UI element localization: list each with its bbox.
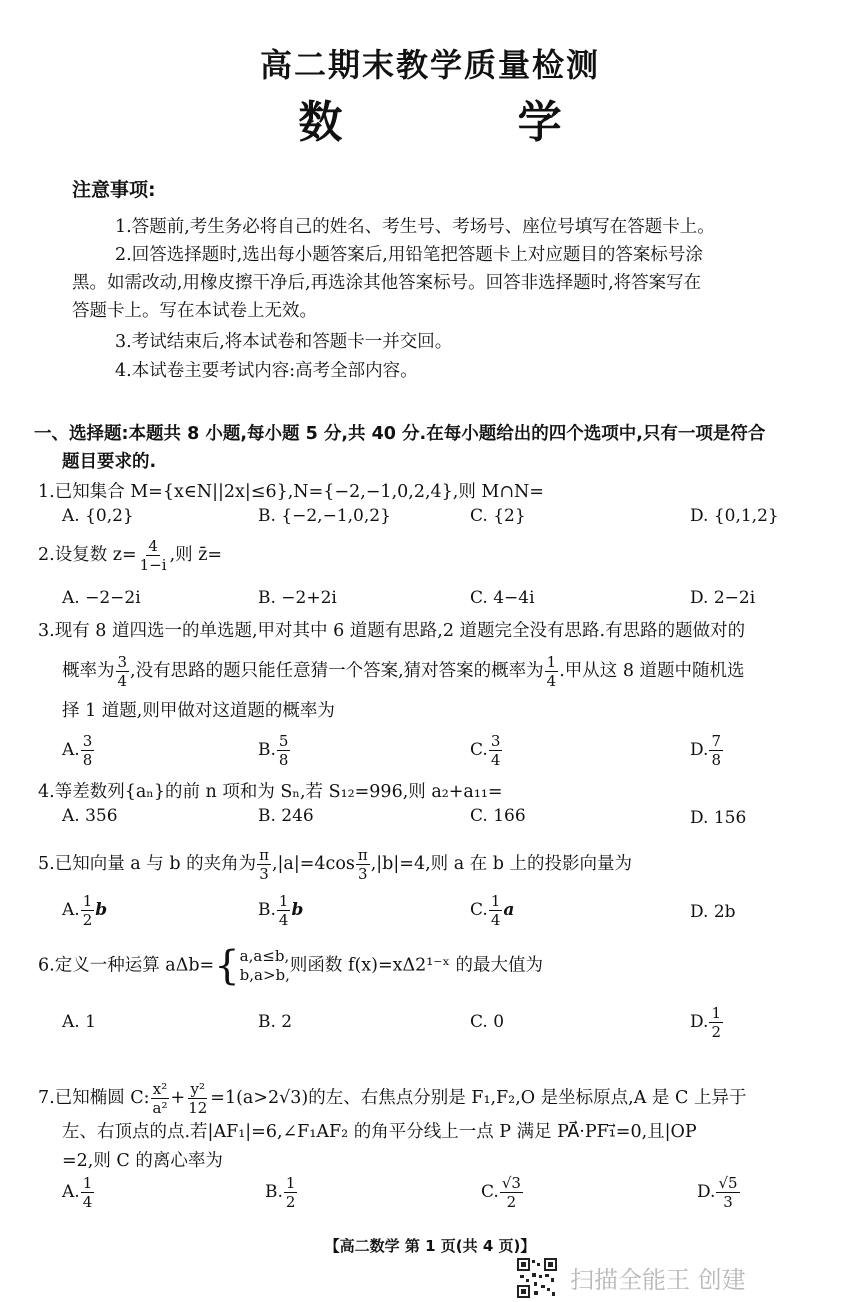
q5-frac-1-den: 3 bbox=[259, 865, 269, 883]
q5-a-var: b bbox=[95, 900, 108, 920]
q5-b-num: 1 bbox=[278, 892, 289, 910]
q7-c-num: √3 bbox=[501, 1174, 521, 1192]
question-5-option-b bbox=[258, 892, 303, 929]
q7-a-num: 1 bbox=[82, 1174, 93, 1192]
q5-pre: 5.已知向量 a 与 b 的夹角为 bbox=[38, 854, 257, 874]
question-3-option-c bbox=[470, 732, 503, 769]
q3-d-num: 7 bbox=[711, 732, 721, 750]
q7-frac-1-den: a² bbox=[152, 1099, 168, 1117]
q7-b-num: 1 bbox=[285, 1174, 296, 1192]
q7-c-frac bbox=[500, 1174, 523, 1211]
q7-post: =1(a>2√3)的左、右焦点分别是 F₁,F₂,O 是坐标原点,A 是 C 上异于 bbox=[210, 1088, 747, 1108]
q3-d-frac bbox=[709, 732, 723, 769]
q7-d-num: √5 bbox=[718, 1174, 738, 1192]
question-7-line-3: =2,则 C 的离心率为 bbox=[62, 1151, 223, 1171]
q3-b-num: 5 bbox=[278, 732, 289, 750]
q6-cases-list bbox=[240, 947, 290, 985]
q7-frac-2-den: 12 bbox=[188, 1099, 208, 1117]
q3-c-frac bbox=[489, 732, 503, 769]
question-5-option-d: D. 2b bbox=[690, 902, 736, 922]
notice-item-2: 2.回答选择题时,选出每小题答案后,用铅笔把答题卡上对应题目的答案标号涂 bbox=[115, 245, 703, 265]
q6-pre: 6.定义一种运算 aΔb= bbox=[38, 955, 215, 976]
subject-title: 数 学 bbox=[298, 97, 642, 148]
q5-b-var: b bbox=[291, 900, 304, 920]
q7-b-label: B. bbox=[265, 1182, 283, 1202]
q7-a-label: A. bbox=[62, 1182, 80, 1202]
q5-frac-2 bbox=[356, 846, 370, 883]
question-2-option-d: D. 2−2i bbox=[690, 588, 756, 608]
q7-d-label: D. bbox=[697, 1182, 716, 1202]
q2-stem-post: ,则 z̄= bbox=[169, 545, 223, 565]
scanner-watermark: 扫描全能王 创建 bbox=[570, 1266, 746, 1294]
q7-d-frac bbox=[716, 1174, 739, 1211]
q5-frac-2-den: 3 bbox=[358, 865, 368, 883]
q3-frac-2-den: 4 bbox=[546, 672, 557, 690]
q5-c-den: 4 bbox=[490, 911, 501, 929]
q3-d-label: D. bbox=[690, 740, 709, 760]
q3-l2-mid: ,没有思路的题只能任意猜一个答案,猜对答案的概率为 bbox=[130, 661, 544, 681]
q7-b-frac bbox=[284, 1174, 298, 1211]
section-heading-cont: 题目要求的. bbox=[62, 452, 157, 472]
q3-d-den: 8 bbox=[711, 751, 721, 769]
question-1-option-c: C. {2} bbox=[470, 506, 526, 526]
q7-frac-2 bbox=[186, 1080, 209, 1117]
q2-num: 4 bbox=[148, 537, 158, 555]
question-6-option-c: C. 0 bbox=[470, 1012, 505, 1032]
notice-item-4: 4.本试卷主要考试内容:高考全部内容。 bbox=[115, 361, 418, 381]
q5-mid: ,|a|=4cos bbox=[271, 854, 355, 874]
q3-frac-2 bbox=[545, 653, 559, 690]
question-4-option-c: C. 166 bbox=[470, 806, 526, 826]
q5-a-den: 2 bbox=[82, 911, 93, 929]
question-7-option-b bbox=[265, 1174, 298, 1211]
question-5-option-a bbox=[62, 892, 107, 929]
q6-d-den: 2 bbox=[711, 1023, 721, 1041]
question-2-option-c: C. 4−4i bbox=[470, 588, 535, 608]
q7-frac-1 bbox=[151, 1080, 170, 1117]
question-4-option-d: D. 156 bbox=[690, 808, 747, 828]
q5-frac-1-num: π bbox=[259, 846, 269, 864]
q5-b-frac bbox=[277, 892, 291, 929]
q6-brace: { bbox=[214, 943, 240, 989]
q3-b-label: B. bbox=[258, 740, 276, 760]
question-7-option-c bbox=[481, 1174, 524, 1211]
question-1-stem: 1.已知集合 M={x∈N||2x|≤6},N={−2,−1,0,2,4},则 M∩N= bbox=[38, 482, 544, 502]
q6-d-label: D. bbox=[690, 1012, 709, 1032]
notice-item-2-cont: 黑。如需改动,用橡皮擦干净后,再选涂其他答案标号。回答非选择题时,将答案写在 bbox=[72, 273, 702, 293]
qr-code-icon bbox=[517, 1258, 557, 1298]
q6-d-frac bbox=[709, 1004, 723, 1041]
q3-l2-post: .甲从这 8 道题中随机选 bbox=[559, 661, 745, 681]
question-3-line-2 bbox=[62, 653, 745, 690]
exam-title: 高二期末教学质量检测 bbox=[259, 46, 600, 84]
question-4-stem: 4.等差数列{aₙ}的前 n 项和为 Sₙ,若 S₁₂=996,则 a₂+a₁₁= bbox=[38, 782, 503, 802]
q3-a-frac bbox=[81, 732, 95, 769]
q3-a-num: 3 bbox=[82, 732, 93, 750]
q5-frac-1 bbox=[257, 846, 271, 883]
q5-b-label: B. bbox=[258, 900, 276, 920]
question-5-option-c bbox=[470, 892, 514, 929]
question-6-option-d bbox=[690, 1004, 724, 1041]
question-7-option-d bbox=[697, 1174, 741, 1211]
question-7-line-1 bbox=[38, 1080, 746, 1117]
q7-pre: 7.已知椭圆 C: bbox=[38, 1088, 150, 1108]
question-3-option-d bbox=[690, 732, 724, 769]
q5-c-label: C. bbox=[470, 900, 488, 920]
q7-a-frac bbox=[81, 1174, 95, 1211]
question-3-line-1: 3.现有 8 道四选一的单选题,甲对其中 6 道题有思路,2 道题完全没有思路.有思路的题做对的 bbox=[38, 621, 746, 641]
q7-b-den: 2 bbox=[285, 1193, 296, 1211]
notice-item-1: 1.答题前,考生务必将自己的姓名、考生号、考场号、座位号填写在答题卡上。 bbox=[115, 217, 715, 237]
question-6-option-a: A. 1 bbox=[62, 1012, 96, 1032]
q3-l2-pre: 概率为 bbox=[62, 661, 115, 681]
q5-c-num: 1 bbox=[490, 892, 501, 910]
q5-c-frac bbox=[489, 892, 503, 929]
question-2-option-a: A. −2−2i bbox=[62, 588, 141, 608]
question-6-option-b: B. 2 bbox=[258, 1012, 293, 1032]
q7-c-label: C. bbox=[481, 1182, 499, 1202]
q6-d-num: 1 bbox=[711, 1004, 721, 1022]
question-5-stem bbox=[38, 846, 632, 883]
q2-fraction bbox=[138, 537, 169, 574]
q6-case-2: b,a>b, bbox=[239, 966, 290, 984]
question-4-option-b: B. 246 bbox=[258, 806, 314, 826]
question-7-line-2: 左、右顶点的点.若|AF₁|=6,∠F₁AF₂ 的角平分线上一点 P 满足 PA⃗·PF₁⃗=0,且|OP bbox=[62, 1122, 697, 1142]
page-footer: 【高二数学 第 1 页(共 4 页)】 bbox=[324, 1237, 536, 1255]
q7-d-den: 3 bbox=[723, 1193, 733, 1211]
q3-b-den: 8 bbox=[278, 751, 289, 769]
q6-post: 则函数 f(x)=xΔ2¹⁻ˣ 的最大值为 bbox=[289, 955, 544, 976]
q6-cases bbox=[214, 943, 290, 989]
section-heading: 一、选择题:本题共 8 小题,每小题 5 分,共 40 分.在每小题给出的四个选项中,只有一项是符合 bbox=[34, 424, 766, 444]
q3-frac-1 bbox=[116, 653, 130, 690]
q3-a-label: A. bbox=[62, 740, 80, 760]
q7-c-den: 2 bbox=[506, 1193, 517, 1211]
question-1-option-d: D. {0,1,2} bbox=[690, 506, 779, 526]
q5-c-var: a bbox=[503, 900, 515, 920]
q5-b-den: 4 bbox=[278, 911, 289, 929]
q7-plus: + bbox=[170, 1088, 186, 1108]
q3-c-num: 3 bbox=[490, 732, 501, 750]
question-2-stem bbox=[38, 537, 222, 574]
q5-post: ,|b|=4,则 a 在 b 上的投影向量为 bbox=[370, 854, 633, 874]
question-6-stem bbox=[38, 943, 544, 989]
notice-item-3: 3.考试结束后,将本试卷和答题卡一并交回。 bbox=[115, 332, 453, 352]
question-7-option-a bbox=[62, 1174, 95, 1211]
question-4-option-a: A. 356 bbox=[62, 806, 118, 826]
q7-frac-2-num: y² bbox=[190, 1080, 205, 1098]
q3-frac-1-num: 3 bbox=[117, 653, 128, 671]
q6-case-1: a,a≤b, bbox=[239, 947, 290, 965]
q7-frac-1-num: x² bbox=[152, 1080, 168, 1098]
q2-den: 1−i bbox=[139, 556, 167, 574]
question-2-option-b: B. −2+2i bbox=[258, 588, 337, 608]
q3-frac-1-den: 4 bbox=[117, 672, 128, 690]
question-1-option-a: A. {0,2} bbox=[62, 506, 134, 526]
q2-stem-pre: 2.设复数 z= bbox=[38, 545, 137, 565]
question-3-option-b bbox=[258, 732, 291, 769]
question-3-option-a bbox=[62, 732, 95, 769]
notice-heading: 注意事项: bbox=[72, 179, 156, 201]
q3-a-den: 8 bbox=[82, 751, 93, 769]
question-3-line-3: 择 1 道题,则甲做对这道题的概率为 bbox=[62, 701, 335, 721]
q5-frac-2-num: π bbox=[357, 846, 368, 864]
q5-a-frac bbox=[81, 892, 95, 929]
q3-c-den: 4 bbox=[490, 751, 501, 769]
q3-b-frac bbox=[277, 732, 291, 769]
notice-item-2-end: 答题卡上。写在本试卷上无效。 bbox=[72, 301, 317, 321]
question-1-option-b: B. {−2,−1,0,2} bbox=[258, 506, 391, 526]
q7-a-den: 4 bbox=[82, 1193, 93, 1211]
q3-frac-2-num: 1 bbox=[546, 653, 557, 671]
q5-a-label: A. bbox=[62, 900, 80, 920]
q5-a-num: 1 bbox=[82, 892, 93, 910]
q3-c-label: C. bbox=[470, 740, 488, 760]
